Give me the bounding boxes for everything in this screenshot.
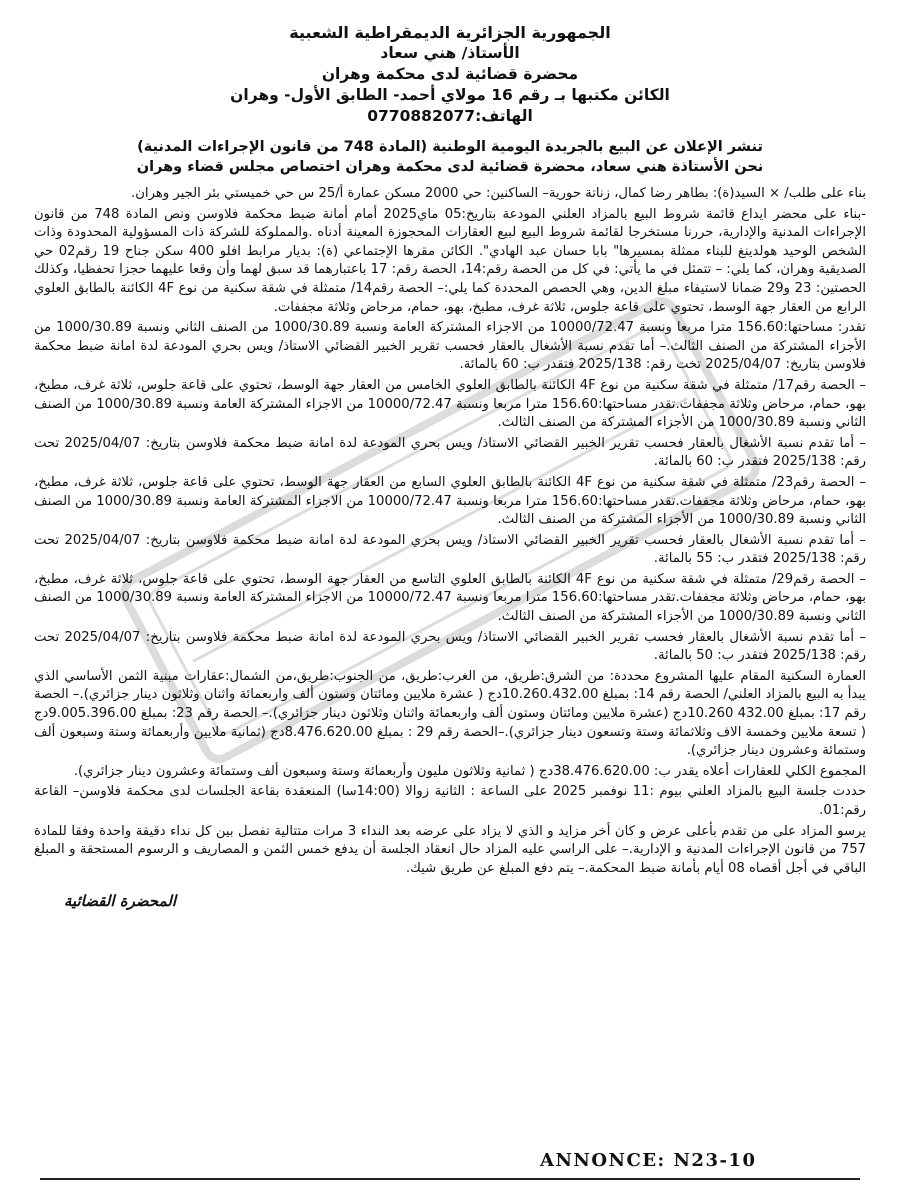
bailiff-name: الأستاذ/ هني سعاد <box>380 44 520 62</box>
legal-notice-page <box>34 22 866 1172</box>
bailiff-title: محضرة قضائية لدى محكمة وهران <box>321 65 579 83</box>
annonce-number: ANNONCE: N23-10 <box>540 1150 757 1171</box>
intro-line-2: نحن الأستاذة هني سعاد، محضرة قضائية لدى محكمة وهران اختصاص مجلس قضاء وهران <box>136 159 764 175</box>
paragraph-auction-rules: يرسو المزاد على من تقدم بأعلى عرض و كان أخر مزايد و الذي لا يزاد على عرضه بعد النداء 3 مرات متتالية تفصل بين كل نداء دقيقة واحدة وفقا للمادة 757 من قانون الإجراءات المدنية و الإدارية.– على الراسي عليه المزاد حال انعقاد الجلسة أن يدفع خمس الثمن و المصاريف و الرسوم المستحقة و المبلغ الباقي في أجل أقصاه 08 أيام بأمانة ضبط المحكمة.– يتم دفع المبلغ عن طريق شيك. <box>34 823 866 876</box>
notice-body <box>34 185 866 878</box>
paragraph-lot-14-area: تقدر: مساحتها:156.60 مترا مربعا ونسبة 10000/72.47 من الاجزاء المشتركة العامة ونسبة 1000/30.89 من الصنف الثاني ونسبة 1000/30.89 من الأجزاء المشتركة من الصنف الثالث.– أما تقدم نسبة الأشغال بالعقار فحسب تقرير الخبير القضائي الاستاذ/ ويس بحري المودعة لدة امانة ضبط محكمة فلاوسن بتاريخ: 2025/04/07 تخت رقم: 2025/138 فتقدر ب: 60 بالمائة. <box>34 320 866 373</box>
paragraph-deposit: -بناء على محضر ايداع قائمة شروط البيع بالمزاد العلني المودعة بتاريخ:05 ماي2025 أمام أمانة ضبط محكمة فلاوسن ونص المادة 748 من قانون الإجراءات المدنية والإدارية، حررنا مستخرجا لقائمة شروط البيع لبيع العقارات المحجوزة المعينة أدناه .والمملوكة للشركة ذات المسؤولية المحدودة وذات الشخص الوحيد هولدينغ للبناء ممثلة بمسيرها" بابا حسان عبد الهادي". الكائن مقرها الإجتماعي (ة): بديار مرابط افلو 400 سكن جناح 19 رقم02 حي الصديقية وهران، كما يلي: – تتمثل في ما يأتي: في كل من الحصة رقم:14، الحصة رقم: 17 باعتبارهما قد سبق لهما وأن وقعا عليهما حجزا تحفظيا، وكذلك الحصتين: 23 و29 ضمانا لاستيفاء مبلغ الدين، وهي الحصص المحددة كما يلي:– الحصة رقم14/ متمثلة في شقة سكنية من نوع 4F الكائنة بالطابق العلوي الرابع من العقار جهة الوسط، تحتوي على قاعة جلوس، ثلاثة غرف، مطبخ، بهو، حمام، مرحاض وثلاثة مجففات. <box>34 206 866 315</box>
paragraph-lot-17: – الحصة رقم17/ متمثلة في شقة سكنية من نوع 4F الكائنة بالطابق العلوي الخامس من العقار جهة الوسط، تحتوي على قاعة جلوس، ثلاثة غرف، مطبخ، بهو، حمام، مرحاض وثلاثة مجففات.تقدر مساحتها:156.60 مترا مربعا ونسبة 10000/72.47 من الاجزاء المشتركة العامة ونسبة 1000/30.89 من الصنف الثاني ونسبة 1000/30.89 من الأجزاء المشتركة من الصنف الثالث. <box>34 377 866 431</box>
paragraph-hearing: حددت جلسة البيع بالمزاد العلني بيوم :11 نوفمبر 2025 على الساعة : الثانية زوالا (14:00سا) المنعقدة بقاعة الجلسات لدى محكمة فلاوسن– القاعة رقم:01. <box>34 784 866 818</box>
bottom-rule <box>40 1178 860 1180</box>
paragraph-lot-23: – الحصة رقم23/ متمثلة في شقة سكنية من نوع 4F الكائنة بالطابق العلوي السابع من العقار جهة الوسط، تحتوي على قاعة جلوس، ثلاثة غرف، مطبخ، بهو، حمام، مرحاض وثلاثة مجففات.تقدر مساحتها:156.60 مترا مربعا ونسبة 10000/72.47 من الاجزاء المشتركة العامة ونسبة 1000/30.89 من الصنف الثاني ونسبة 1000/30.89 من الأجزاء المشتركة من الصنف الثالث. <box>34 474 866 528</box>
intro-line-1: تنشر الإعلان عن البيع بالجريدة اليومية الوطنية (المادة 748 من قانون الإجراءات المدنية) <box>137 139 763 155</box>
paragraph-total: المجموع الكلي للعقارات أعلاه يقدر ب: 38.476.620.00دج ( ثمانية وثلاثون مليون وأربعمائة وستة وسبعون ألف وستمائة وعشرون دينار جزائري). <box>73 763 866 779</box>
paragraph-lot-29-progress: – أما تقدم نسبة الأشغال بالعقار فحسب تقرير الخبير القضائي الاستاذ/ ويس بحري المودعة لدة امانة ضبط محكمة فلاوسن بتاريخ: 2025/04/07 تحت رقم: 2025/138 فتقدر ب: 50 بالمائة. <box>34 629 866 664</box>
office-phone: الهاتف:0770882077 <box>367 107 533 125</box>
paragraph-prices: العمارة السكنية المقام عليها المشروع محددة: من الشرق:طريق، من الغرب:طريق، من الجنوب:طريق،من الشمال:عقارات مبنية الثمن الأساسي الذي يبدأ به البيع بالمزاد العلني/ الحصة رقم 14: بمبلغ 10.260.432.00دج ( عشرة ملايين ومائتان وستون ألف واربعمائة واثنان وثلاثون دينار جزائري).– الحصة رقم 17: بمبلغ 432.00 10.260دج (عشرة ملايين ومائتان وستون ألف واربعمائة واثنان وثلاثون دينار جزائري).– الحصة رقم 23: بمبلغ 9.005.396.00دج ( تسعة ملايين وخمسة الاف وثلاثمائة وستة وتسعون دينار جزائري).–الحصة رقم 29 : بمبلغ 8.476.620.00دج (ثمانية ملايين وأربعمائة وستة وسبعون ألف وستمائة وعشرون دينار جزائري). <box>34 668 866 759</box>
document-header <box>34 22 866 127</box>
paragraph-lot-23-progress: – أما تقدم نسبة الأشغال بالعقار فحسب تقرير الخبير القضائي الاستاذ/ ويس بحري المودعة لدة امانة ضبط محكمة فلاوسن بتاريخ: 2025/04/07 تحت رقم: 2025/138 فتقدر ب: 55 بالمائة. <box>34 532 866 567</box>
paragraph-lot-29: – الحصة رقم29/ متمثلة في شقة سكنية من نوع 4F الكائنة بالطابق العلوي التاسع من العقار جهة الوسط، تحتوي على قاعة جلوس، ثلاثة غرف، مطبخ، بهو، حمام، مرحاض وثلاثة مجففات.تقدر مساحتها:156.60 مترا مربعا ونسبة 10000/72.47 من الاجزاء المشتركة العامة ونسبة 1000/30.89 من الصنف الثاني ونسبة 1000/30.89 من الأجزاء المشتركة من الصنف الثالث. <box>34 571 866 625</box>
office-address: الكائن مكتبها بـ رقم 16 مولاي أحمد- الطابق الأول- وهران <box>230 86 670 104</box>
paragraph-requester: بناء على طلب/ × السيد(ة): بطاهر رضا كمال، زناتة حورية– الساكنين: حي 2000 مسكن عمارة أ/25 س حي خميستي بئر الجير وهران. <box>131 186 866 201</box>
signature: المحضرة القضائية <box>63 892 176 911</box>
republic-title: الجمهورية الجزائرية الديمقراطية الشعبية <box>289 23 611 42</box>
paragraph-lot-17-progress: – أما تقدم نسبة الأشغال بالعقار فحسب تقرير الخبير القضائي الاستاذ/ ويس بحري المودعة لدة امانة ضبط محكمة فلاوسن بتاريخ: 2025/04/07 تحت رقم: 2025/138 فتقدر ب: 60 بالمائة. <box>34 435 866 470</box>
intro-block <box>34 137 866 177</box>
